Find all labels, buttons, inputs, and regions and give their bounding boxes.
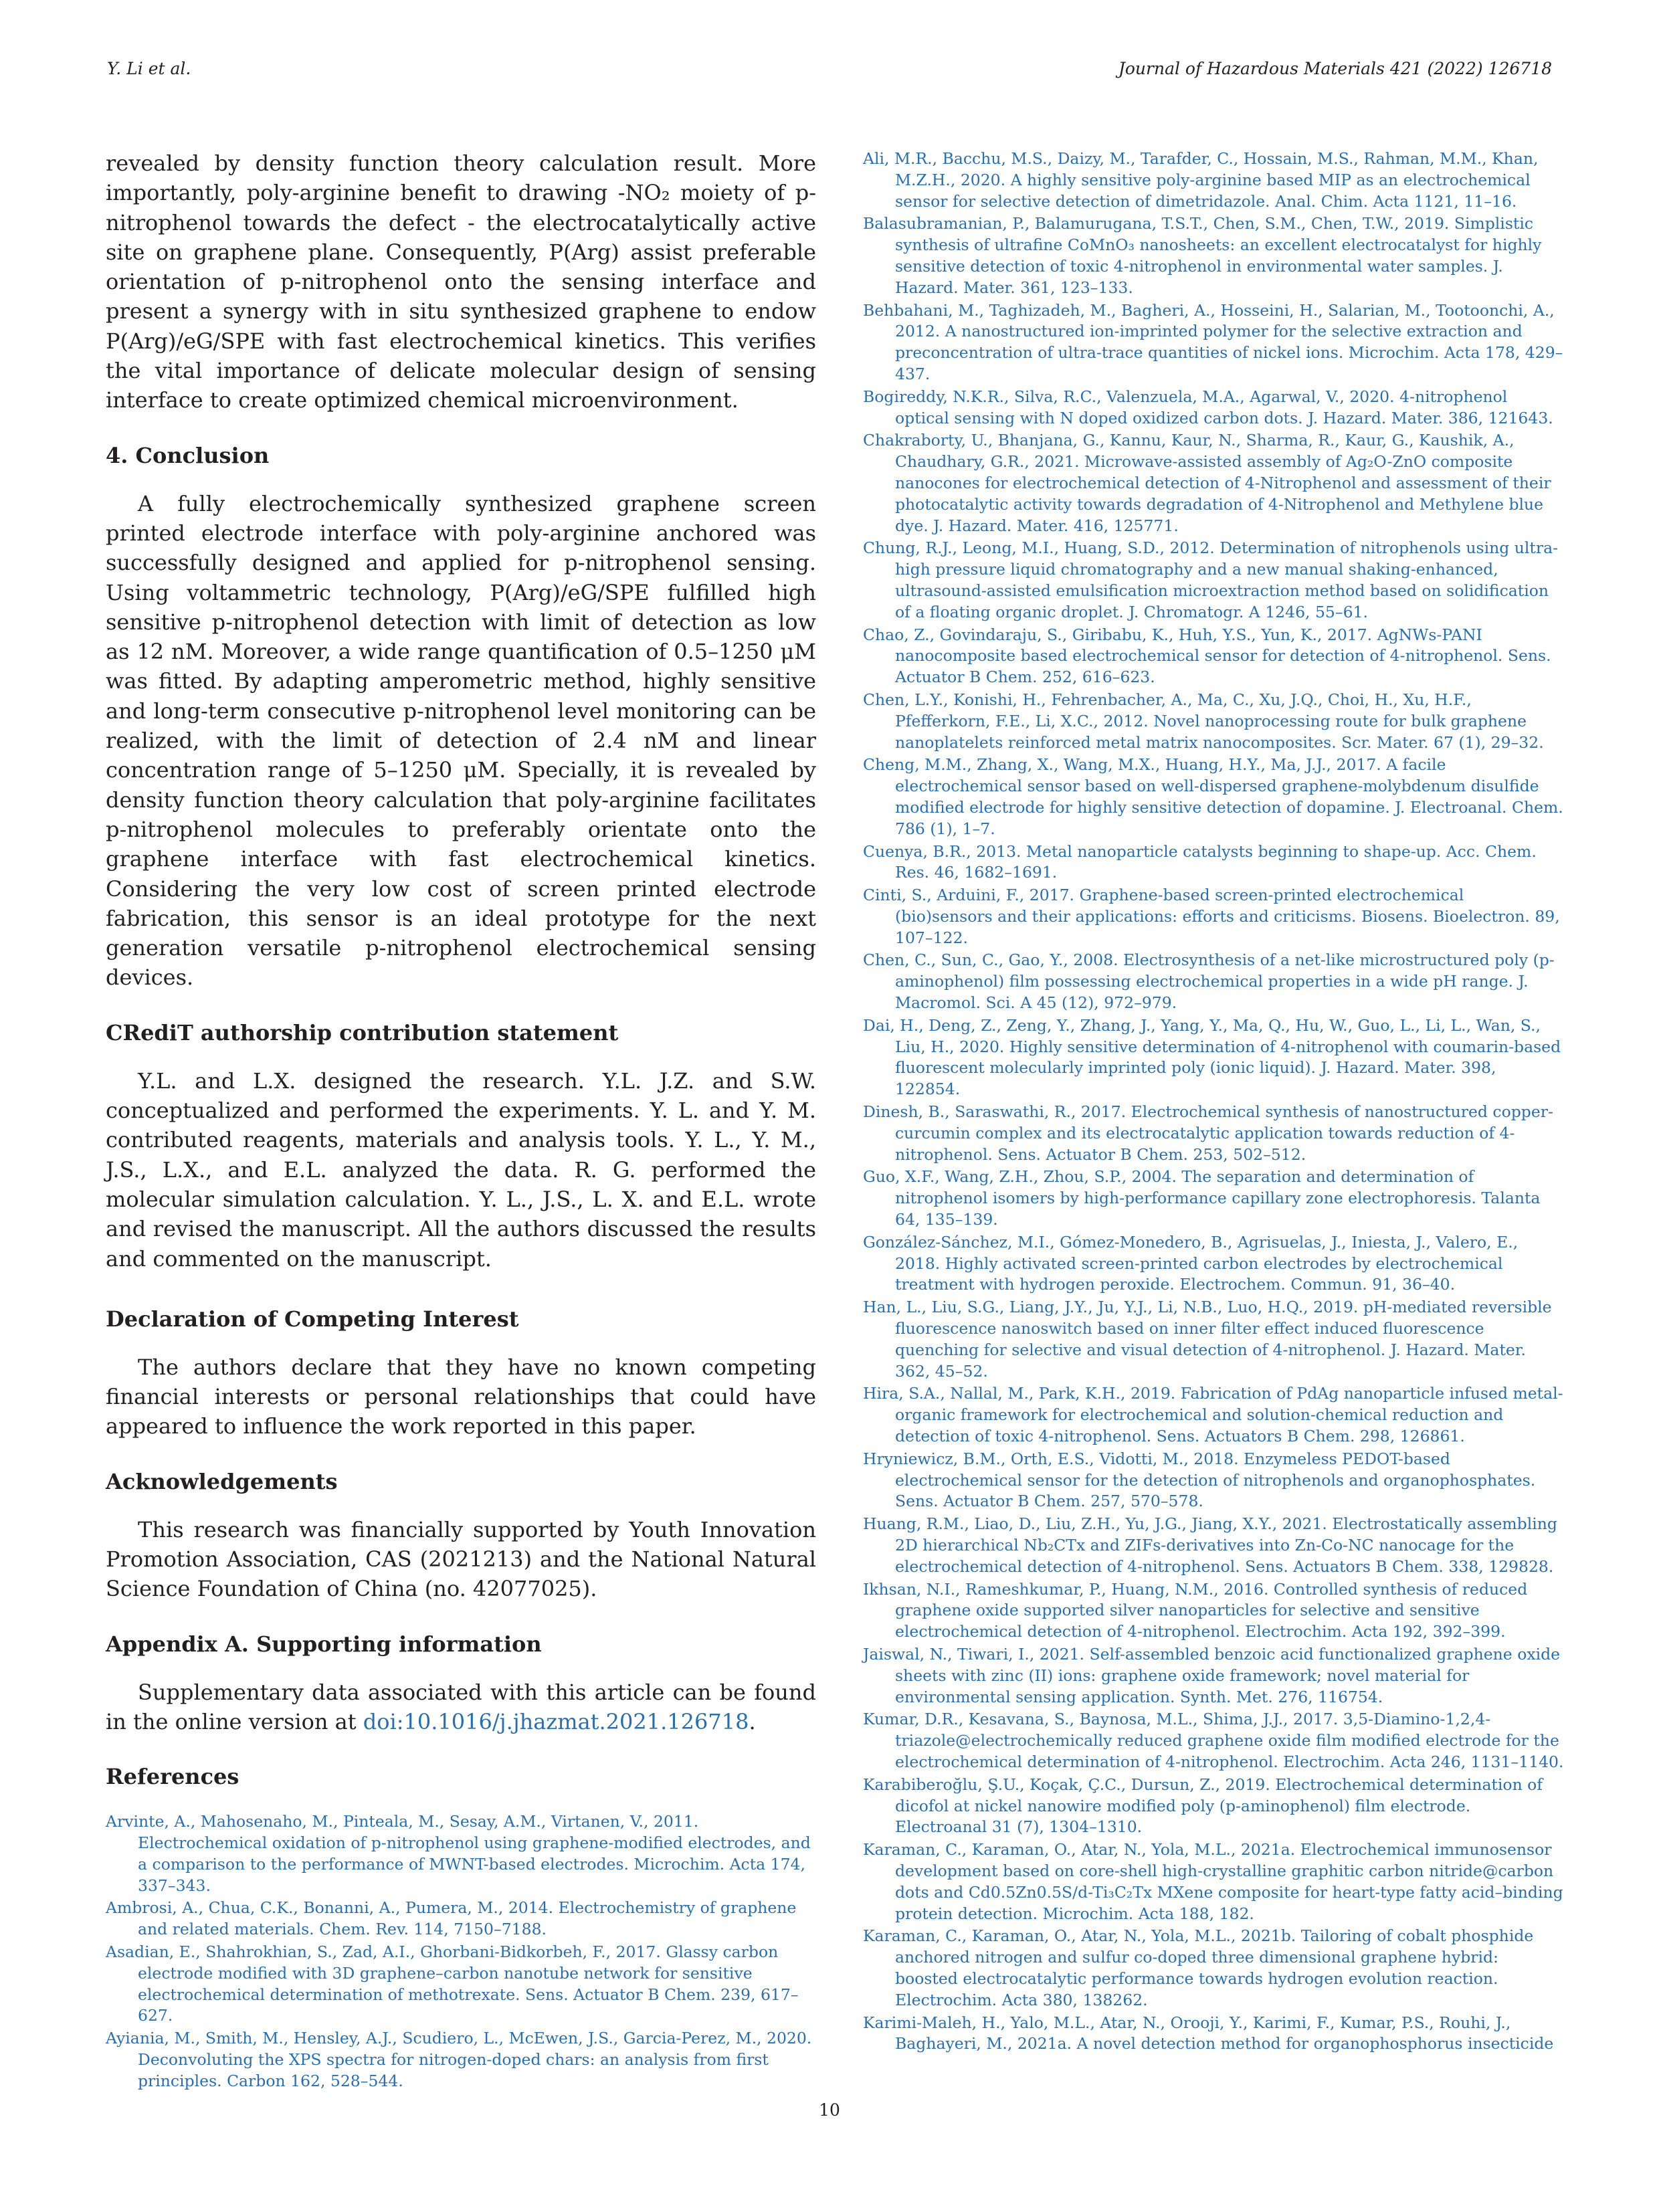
reference-item[interactable]: Bogireddy, N.K.R., Silva, R.C., Valenzuela, M.A., Agarwal, V., 2020. 4-nitrophenol optical sensing with N doped oxidized carbon dots. J. Hazard. Mater. 386, 121643.	[863, 387, 1553, 427]
reference-item[interactable]: Chung, R.J., Leong, M.I., Huang, S.D., 2012. Determination of nitrophenols using ultra-high pressure liquid chromatography and a new manual shaking-enhanced, ultrasound-assisted emulsification microextraction method based on solidification of a floating organic droplet. J. Chromatogr. A 1246, 55–61.	[863, 538, 1559, 621]
reference-item[interactable]: Arvinte, A., Mahosenaho, M., Pinteala, M., Sesay, A.M., Virtanen, V., 2011. Electrochemical oxidation of p-nitrophenol using graphene-modified electrodes, and a comparison to the performance of MWNT-based electrodes. Microchim. Acta 174, 337–343.	[106, 1812, 811, 1895]
references-heading: References	[106, 1764, 239, 1790]
reference-item[interactable]: Cinti, S., Arduini, F., 2017. Graphene-based screen-printed electrochemical (bio)sensors and their applications: efforts and criticisms. Biosens. Bioelectron. 89, 107–122.	[863, 886, 1560, 947]
reference-item[interactable]: Jaiswal, N., Tiwari, I., 2021. Self-assembled benzoic acid functionalized graphene oxide sheets with zinc (II) ions: graphene oxide framework; novel material for environmental sensing application. Synth. Met. 276, 116754.	[863, 1644, 1561, 1706]
appendix-text: Supplementary data associated with this article can be found in the online version at	[106, 1679, 816, 1734]
reference-item[interactable]: Chakraborty, U., Bhanjana, G., Kannu, Kaur, N., Sharma, R., Kaur, G., Kaushik, A., Chaudhary, G.R., 2021. Microwave-assisted assembly of Ag₂O-ZnO composite nanocones for electrochemical detection of 4-Nitrophenol and assessment of their photocatalytic activity towards degradation of 4-Nitrophenol and Methylene blue dye. J. Hazard. Mater. 416, 125771.	[863, 431, 1551, 535]
reference-item[interactable]: Behbahani, M., Taghizadeh, M., Bagheri, A., Hosseini, H., Salarian, M., Tootoonchi, A., 2012. A nanostructured ion-imprinted polymer for the selective extraction and preconcentration of ultra-trace quantities of nickel ions. Microchim. Acta 178, 429–437.	[863, 300, 1563, 383]
left-column	[106, 148, 816, 2094]
running-header-authors: Y. Li et al.	[107, 59, 191, 78]
reference-item[interactable]: Cuenya, B.R., 2013. Metal nanoparticle catalysts beginning to shape-up. Acc. Chem. Res. 46, 1682–1691.	[863, 841, 1537, 882]
reference-item[interactable]: Ambrosi, A., Chua, C.K., Bonanni, A., Pumera, M., 2014. Electrochemistry of graphene and related materials. Chem. Rev. 114, 7150–7188.	[106, 1898, 797, 1939]
reference-item[interactable]: Ali, M.R., Bacchu, M.S., Daizy, M., Tarafder, C., Hossain, M.S., Rahman, M.M., Khan, M.Z.H., 2020. A highly sensitive poly-arginine based MIP as an electrochemical sensor for selective detection of dimetridazole. Anal. Chim. Acta 1121, 11–16.	[863, 149, 1539, 211]
reference-item[interactable]: Kumar, D.R., Kesavana, S., Baynosa, M.L., Shima, J.J., 2017. 3,5-Diamino-1,2,4-triazole@electrochemically reduced graphene oxide film modified electrode for the electrochemical determination of 4-nitrophenol. Electrochim. Acta 246, 1131–1140.	[863, 1710, 1564, 1771]
reference-item[interactable]: González-Sánchez, M.I., Gómez-Monedero, B., Agrisuelas, J., Iniesta, J., Valero, E., 2018. Highly activated screen-printed carbon electrodes by electrochemical treatment with hydrogen peroxide. Electrochem. Commun. 91, 36–40.	[863, 1232, 1519, 1294]
reference-item[interactable]: Karaman, C., Karaman, O., Atar, N., Yola, M.L., 2021b. Tailoring of cobalt phosphide anchored nitrogen and sulfur co-doped three dimensional graphene hybrid: boosted electrocatalytic performance towards hydrogen evolution reaction. Electrochim. Acta 380, 138262.	[863, 1926, 1534, 2009]
reference-item[interactable]: Guo, X.F., Wang, Z.H., Zhou, S.P., 2004. The separation and determination of nitrophenol isomers by high-performance capillary zone electrophoresis. Talanta 64, 135–139.	[863, 1167, 1541, 1229]
competing-paragraph: The authors declare that they have no known competing financial interests or personal relationships that could have appeared to influence the work reported in this paper.	[106, 1354, 816, 1439]
acknowledgements-paragraph: This research was financially supported by Youth Innovation Promotion Association, CAS (2021213) and the National Natural Science Foundation of China (no. 42077025).	[106, 1516, 816, 1602]
running-header-journal: Journal of Hazardous Materials 421 (2022) 126718	[1118, 59, 1552, 78]
reference-item[interactable]: Chen, C., Sun, C., Gao, Y., 2008. Electrosynthesis of a net-like microstructured poly (p-aminophenol) film possessing electrochemical properties in a wide pH range. J. Macromol. Sci. A 45 (12), 972–979.	[863, 950, 1555, 1013]
reference-item[interactable]: Hryniewicz, B.M., Orth, E.S., Vidotti, M., 2018. Enzymeless PEDOT-based electrochemical sensor for the detection of nitrophenols and organophosphates. Sens. Actuator B Chem. 257, 570–578.	[863, 1449, 1536, 1511]
credit-heading: CRediT authorship contribution statement	[106, 1019, 619, 1045]
page-number: 10	[819, 2100, 840, 2120]
reference-item[interactable]: Ikhsan, N.I., Rameshkumar, P., Huang, N.M., 2016. Controlled synthesis of reduced graphene oxide supported silver nanoparticles for selective and sensitive electrochemical detection of 4-nitrophenol. Electrochim. Acta 192, 392–399.	[863, 1579, 1528, 1641]
reference-item[interactable]: Han, L., Liu, S.G., Liang, J.Y., Ju, Y.J., Li, N.B., Luo, H.Q., 2019. pH-mediated reversible fluorescence nanoswitch based on inner filter effect induced fluorescence quenching for selective and visual detection of 4-nitrophenol. J. Hazard. Mater. 362, 45–52.	[863, 1298, 1552, 1381]
reference-item[interactable]: Dinesh, B., Saraswathi, R., 2017. Electrochemical synthesis of nanostructured copper-curcumin complex and its electrocatalytic application towards reduction of 4-nitrophenol. Sens. Actuator B Chem. 253, 502–512.	[863, 1102, 1553, 1164]
reference-item[interactable]: Balasubramanian, P., Balamurugana, T.S.T., Chen, S.M., Chen, T.W., 2019. Simplistic synthesis of ultrafine CoMnO₃ nanosheets: an excellent electrocatalyst for highly sensitive detection of toxic 4-nitrophenol in environmental water samples. J. Hazard. Mater. 361, 123–133.	[863, 214, 1542, 297]
reference-item[interactable]: Cheng, M.M., Zhang, X., Wang, M.X., Huang, H.Y., Ma, J.J., 2017. A facile electrochemical sensor based on well-dispersed graphene-molybdenum disulfide modified electrode for highly sensitive detection of dopamine. J. Electroanal. Chem. 786 (1), 1–7.	[863, 755, 1563, 838]
reference-item[interactable]: Chen, L.Y., Konishi, H., Fehrenbacher, A., Ma, C., Xu, J.Q., Choi, H., Xu, H.F., Pfefferkorn, F.E., Li, X.C., 2012. Novel nanoprocessing route for bulk graphene nanoplatelets reinforced metal matrix nanocomposites. Scr. Mater. 67 (1), 29–32.	[863, 690, 1544, 752]
intro-paragraph: revealed by density function theory calculation result. More importantly, poly-arginine benefit to drawing -NO₂ moiety of p-nitrophenol towards the defect - the electrocatalytically active site on graphene plane. Consequently, P(Arg) assist preferable orientation of p-nitrophenol onto the sensing interface and present a synergy with in situ synthesized graphene to endow P(Arg)/eG/SPE with fast electrochemical kinetics. This verifies the vital importance of delicate molecular design of sensing interface to create optimized chemical microenvironment.	[106, 150, 816, 413]
conclusion-heading: 4. Conclusion	[106, 442, 270, 468]
appendix-paragraph	[106, 1678, 816, 1737]
competing-heading: Declaration of Competing Interest	[106, 1306, 519, 1332]
reference-item[interactable]: Huang, R.M., Liao, D., Liu, Z.H., Yu, J.G., Jiang, X.Y., 2021. Electrostatically assembling 2D hierarchical Nb₂CTx and ZIFs-derivatives into Zn-Co-NC nanocage for the electrochemical detection of 4-nitrophenol. Sens. Actuators B Chem. 338, 129828.	[863, 1514, 1557, 1576]
doi-link[interactable]: doi:10.1016/j.jhazmat.2021.126718	[363, 1708, 749, 1734]
conclusion-paragraph: A fully electrochemically synthesized graphene screen printed electrode interface with poly-arginine anchored was successfully designed and applied for p-nitrophenol sensing. Using voltammetric technology, P(Arg)/eG/SPE fulfilled high sensitive p-nitrophenol detection with limit of detection as low as 12 nM. Moreover, a wide range quantification of 0.5–1250 μM was fitted. By adapting amperometric method, highly sensitive and long-term consecutive p-nitrophenol level monitoring can be realized, with the limit of detection of 2.4 nM and linear concentration range of 5–1250 μM. Specially, it is revealed by density function theory calculation that poly-arginine facilitates p-nitrophenol molecules to preferably orientate onto the graphene interface with fast electrochemical kinetics. Considering the very low cost of screen printed electrode fabrication, this sensor is an ideal prototype for the next generation versatile p-nitrophenol electrochemical sensing devices.	[106, 490, 816, 991]
reference-item[interactable]: Ayiania, M., Smith, M., Hensley, A.J., Scudiero, L., McEwen, J.S., Garcia-Perez, M., 2020. Deconvoluting the XPS spectra for nitrogen-doped chars: an analysis from first principles. Carbon 162, 528–544.	[106, 2029, 812, 2090]
reference-item[interactable]: Dai, H., Deng, Z., Zeng, Y., Zhang, J., Yang, Y., Ma, Q., Hu, W., Guo, L., Li, L., Wan, S., Liu, H., 2020. Highly sensitive determination of 4-nitrophenol with coumarin-based fluorescent molecularly imprinted poly (ionic liquid). J. Hazard. Mater. 398, 122854.	[863, 1015, 1561, 1099]
reference-item[interactable]: Karimi-Maleh, H., Yalo, M.L., Atar, N., Orooji, Y., Karimi, F., Kumar, P.S., Rouhi, J., Baghayeri, M., 2021a. A novel detection method for organophosphorus insecticide	[863, 2013, 1554, 2053]
reference-item[interactable]: Asadian, E., Shahrokhian, S., Zad, A.I., Ghorbani-Bidkorbeh, F., 2017. Glassy carbon electrode modified with 3D graphene–carbon nanotube network for sensitive electrochemical determination of methotrexate. Sens. Actuator B Chem. 239, 617–627.	[106, 1942, 799, 2025]
reference-item[interactable]: Karaman, C., Karaman, O., Atar, N., Yola, M.L., 2021a. Electrochemical immunosensor development based on core-shell high-crystalline graphitic carbon nitride@carbon dots and Cd0.5Zn0.5S/d-Ti₃C₂Tx MXene composite for heart-type fatty acid–binding protein detection. Microchim. Acta 188, 182.	[863, 1840, 1563, 1923]
reference-item[interactable]: Chao, Z., Govindaraju, S., Giribabu, K., Huh, Y.S., Yun, K., 2017. AgNWs-PANI nanocomposite based electrochemical sensor for detection of 4-nitrophenol. Sens. Actuator B Chem. 252, 616–623.	[863, 625, 1551, 687]
credit-paragraph: Y.L. and L.X. designed the research. Y.L. J.Z. and S.W. conceptualized and performed the experiments. Y. L. and Y. M. contributed reagents, materials and analysis tools. Y. L., Y. M., J.S., L.X., and E.L. analyzed the data. R. G. performed the molecular simulation calculation. Y. L., J.S., L. X. and E.L. wrote and revised the manuscript. All the authors discussed the results and commented on the manuscript.	[106, 1068, 816, 1272]
references-list-left	[106, 1811, 816, 2092]
reference-item[interactable]: Hira, S.A., Nallal, M., Park, K.H., 2019. Fabrication of PdAg nanoparticle infused metal-organic framework for electrochemical and solution-chemical reduction and detection of toxic 4-nitrophenol. Sens. Actuators B Chem. 298, 126861.	[863, 1384, 1563, 1446]
right-column	[863, 148, 1565, 2056]
appendix-end: .	[749, 1708, 756, 1734]
references-list-right	[863, 148, 1565, 2055]
acknowledgements-heading: Acknowledgements	[106, 1468, 338, 1494]
reference-item[interactable]: Karabiberoğlu, Ş.U., Koçak, Ç.C., Dursun, Z., 2019. Electrochemical determination of dicofol at nickel nanowire modified poly (p-aminophenol) film electrode. Electroanal 31 (7), 1304–1310.	[863, 1775, 1543, 1837]
appendix-heading: Appendix A. Supporting information	[106, 1631, 542, 1657]
